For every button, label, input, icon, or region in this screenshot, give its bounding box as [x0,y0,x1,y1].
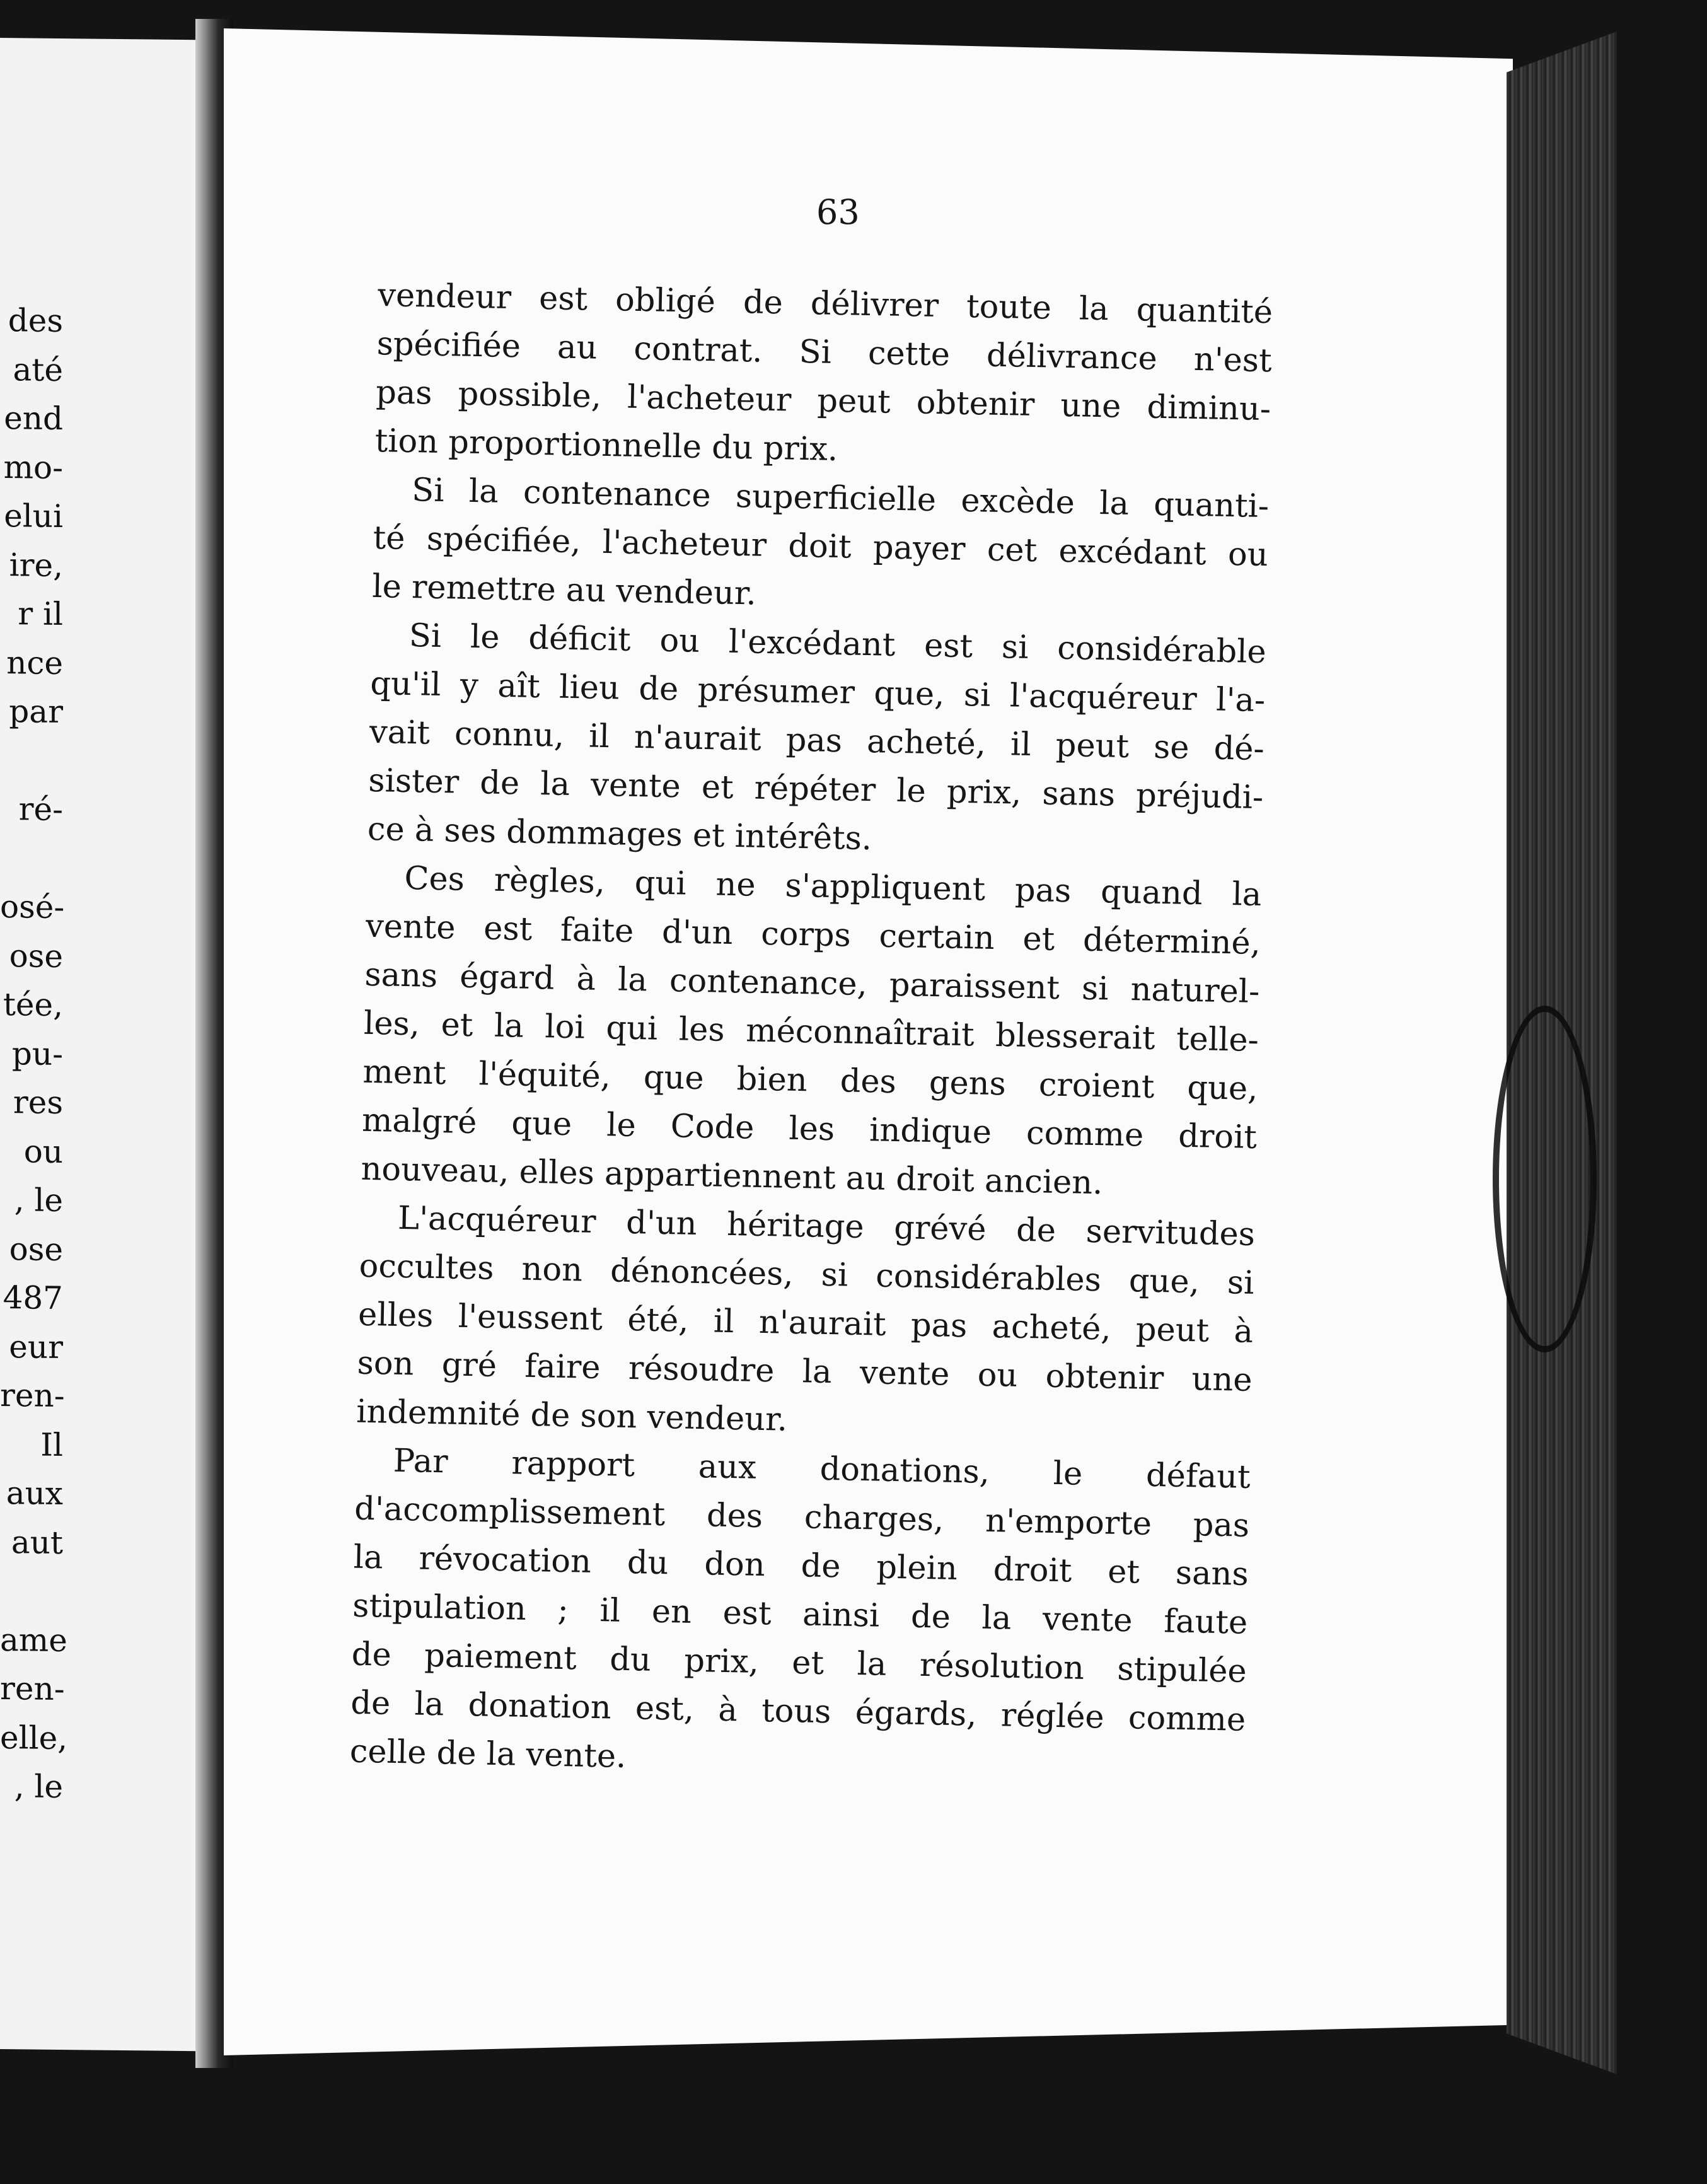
body-text [349,271,1273,1793]
text-line: occultes non dénoncées, si considérables que, si [359,1247,1255,1302]
text-line: indemnité de son vendeur. [356,1393,788,1439]
text-line: le remettre au vendeur. [371,567,757,613]
text-line: Si la contenance superficielle excède la quanti- [411,472,1270,526]
paragraph [356,1194,1256,1453]
left-fragment-line: ren- [0,1377,65,1415]
paragraph [374,271,1273,482]
text-line: vendeur est obligé de délivrer toute la quantité [377,276,1273,332]
text-line: de la donation est, à tous égards, réglée comme [350,1684,1246,1739]
left-fragment-line: ren- [0,1670,65,1708]
text-line: stipulation ; il en est ainsi de la vente faute [352,1587,1248,1642]
text-line: Si le déficit ou l'excédant est si considérable [408,617,1267,671]
text-line: nouveau, elles appartiennent au droit ancien. [361,1150,1103,1202]
text-line: sister de la vente et répéter le prix, sans préjudi- [367,762,1264,817]
left-fragment-line: eur [9,1328,63,1366]
left-page-text-fragments [0,296,68,1812]
page-number: 63 [816,192,860,232]
left-fragment-line: ire, [9,546,63,584]
left-fragment-line: r il [18,595,63,633]
text-line: sans égard à la contenance, paraissent si naturel- [364,956,1260,1011]
text-line: ce à ses dommages et intérêts. [367,810,872,858]
text-line: Ces règles, qui ne s'appliquent pas quand la [403,859,1262,914]
left-fragment-line: ose [9,1230,63,1268]
left-fragment-line: mo- [3,448,63,486]
text-line: elles l'eussent été, il n'aurait pas acheté, peut à [357,1296,1254,1350]
left-fragment-line: até [13,351,63,388]
left-fragment-line: ose [9,937,63,975]
left-fragment-line: ré- [18,791,63,828]
text-line: de paiement du prix, et la résolution stipulée [351,1635,1247,1690]
left-fragment-line: osé- [0,888,65,926]
text-line: d'accomplissement des charges, n'emporte pas [354,1490,1250,1545]
text-line: son gré faire résoudre la vente ou obtenir une [357,1344,1253,1399]
left-fragment-line [0,736,63,786]
text-line: Par rapport aux donations, le défaut [393,1442,1251,1496]
text-line: tion proportionnelle du prix. [374,422,838,469]
text-line: ment l'équité, que bien des gens croient que, [362,1053,1258,1108]
paragraph [349,1436,1251,1793]
left-fragment-line: , le [14,1182,63,1219]
left-fragment-line: des [8,302,63,340]
text-line: qu'il y aît lieu de présumer que, si l'acquéreur l'a- [369,665,1266,720]
left-fragment-line [0,834,63,884]
left-facing-page [0,38,211,2052]
text-line: L'acquéreur d'un héritage grévé de servitudes [397,1199,1256,1253]
left-fragment-line: nce [6,644,63,682]
left-fragment-line: ou [23,1132,63,1170]
text-line: les, et la loi qui les méconnaîtrait blesserait telle- [363,1004,1259,1060]
left-fragment-line: 487 [3,1279,63,1317]
library-stamp [1493,1006,1597,1352]
text-line: celle de la vente. [349,1733,627,1775]
left-fragment-line: Il [40,1426,63,1463]
paragraph [361,854,1262,1211]
left-fragment-line: elui [4,497,63,535]
left-fragment-line: par [9,693,63,731]
text-line: té spécifiée, l'acheteur doit payer cet excédant ou [373,519,1269,574]
left-fragment-line: tée, [3,986,63,1024]
text-line: pas possible, l'acheteur peut obtenir une diminu- [375,373,1271,429]
left-fragment-line: aux [6,1475,63,1513]
left-fragment-line: end [4,400,63,438]
left-fragment-line: res [13,1084,63,1122]
left-fragment-line: aut [11,1523,63,1561]
text-line: vait connu, il n'aurait pas acheté, il peut se dé- [369,713,1265,769]
left-fragment-line [0,1567,63,1617]
text-line: malgré que le Code les indique comme droit [361,1101,1258,1157]
left-fragment-line: pu- [11,1035,63,1072]
paragraph [372,465,1270,628]
text-line: la révocation du don de plein droit et sans [353,1538,1249,1593]
left-fragment-line: ame [0,1621,67,1659]
text-line: spécifiée au contrat. Si cette délivrance n'est [376,325,1273,380]
left-fragment-line: elle, [0,1719,68,1757]
paragraph [367,611,1266,871]
text-line: vente est faite d'un corps certain et déterminé, [365,907,1261,963]
left-fragment-line: , le [14,1768,63,1806]
